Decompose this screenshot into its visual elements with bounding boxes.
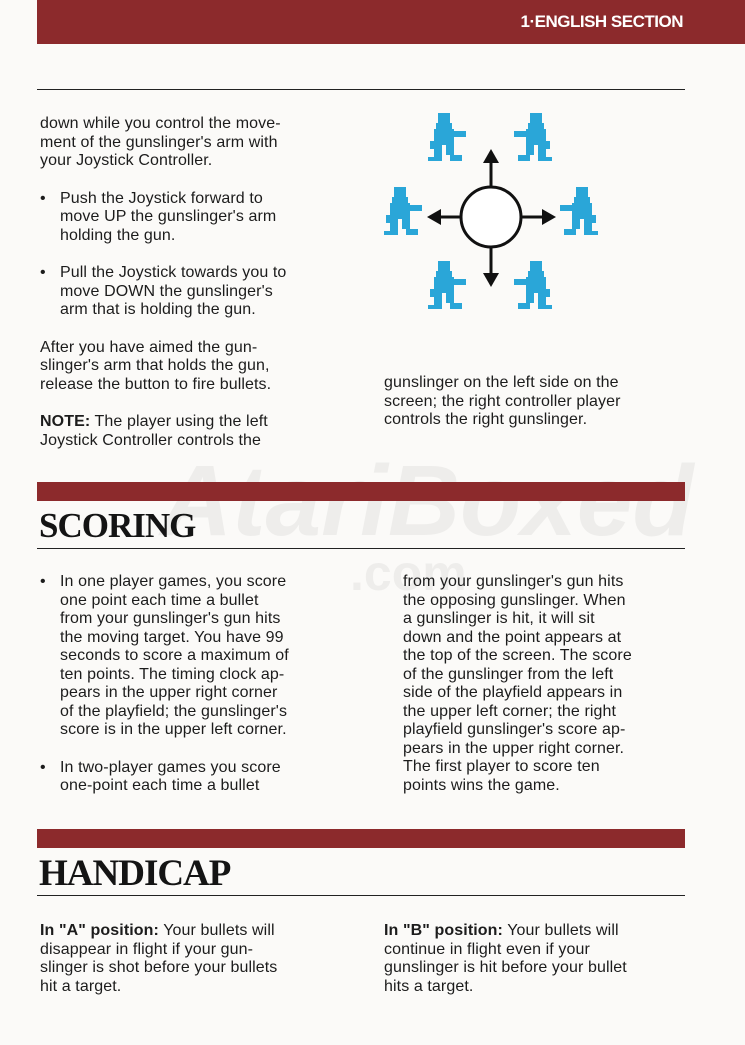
top-rule bbox=[37, 89, 685, 90]
scoring-band bbox=[37, 482, 685, 501]
handicap-b-label: In "B" position: bbox=[384, 922, 503, 939]
scoring-title: SCORING bbox=[39, 506, 196, 545]
scoring-bullet-two-player: • In two-player games you score one-point each time a bullet bbox=[40, 759, 289, 796]
joystick-circle-icon bbox=[461, 187, 521, 247]
intro-paragraph: down while you control the move- ment of the gunslinger's arm with your Joystick Controller. bbox=[40, 115, 281, 169]
handicap-a-label: In "A" position: bbox=[40, 922, 159, 939]
handicap-a-column: In "A" position: Your bullets will disappear in flight if your gun- slinger is shot before your bullets hit a target. bbox=[40, 922, 278, 995]
header-bar bbox=[37, 0, 745, 44]
note-paragraph: NOTE: The player using the left Joystick Controller controls the bbox=[40, 413, 268, 449]
gunslinger-icon bbox=[428, 113, 466, 161]
joystick-diagram bbox=[380, 105, 600, 335]
handicap-title: HANDICAP bbox=[39, 853, 231, 894]
bullet-push-forward: • Push the Joystick forward to move UP the gunslinger's arm holding the gun. bbox=[40, 190, 286, 246]
scoring-left-column bbox=[40, 573, 289, 796]
handicap-b-column: In "B" position: Your bullets will continue in flight even if your gunslinger is hit before your bullet hits a target. bbox=[384, 922, 627, 995]
handicap-rule bbox=[37, 895, 685, 896]
watermark-line-1: AtariBoxed bbox=[160, 445, 694, 557]
gunslinger-icon bbox=[514, 261, 552, 309]
watermark-line-2: .com bbox=[350, 545, 467, 601]
intro-left-column bbox=[40, 115, 286, 450]
section-label: 1·ENGLISH SECTION bbox=[520, 12, 683, 31]
bullet-pull-back: • Pull the Joystick towards you to move DOWN the gunslinger's arm that is holding the gun. bbox=[40, 264, 286, 320]
intro-right-column: gunslinger on the left side on the screen; the right controller player controls the right gunslinger. bbox=[384, 374, 621, 428]
scoring-rule bbox=[37, 548, 685, 549]
gunslinger-icon bbox=[384, 187, 422, 235]
scoring-bullet-one-player: • In one player games, you score one point each time a bullet from your gunslinger's gun hits the moving target. You have 99 seconds to score a maximum of ten points. The timing clock ap- pears in the upper right corner of the playfield; the gunslinger's score is in the upper left corner. bbox=[40, 573, 289, 740]
scoring-right-column: from your gunslinger's gun hits the opposing gunslinger. When a gunslinger is hit, it will sit down and the point appears at the top of the screen. The score of the gunslinger from the left side of the playfield appears in the upper left corner; the right playfield gunslinger's score ap- pears in the upper right corner. The first player to score ten points wins the game. bbox=[403, 573, 632, 794]
joystick-arrows bbox=[438, 160, 544, 275]
gunslinger-icon bbox=[514, 113, 552, 161]
gunslinger-icon bbox=[560, 187, 598, 235]
note-label: NOTE: bbox=[40, 413, 91, 430]
gunslinger-icon bbox=[428, 261, 466, 309]
handicap-band bbox=[37, 829, 685, 848]
after-aim-paragraph: After you have aimed the gun- slinger's arm that holds the gun, release the button to fire bullets. bbox=[40, 338, 272, 393]
